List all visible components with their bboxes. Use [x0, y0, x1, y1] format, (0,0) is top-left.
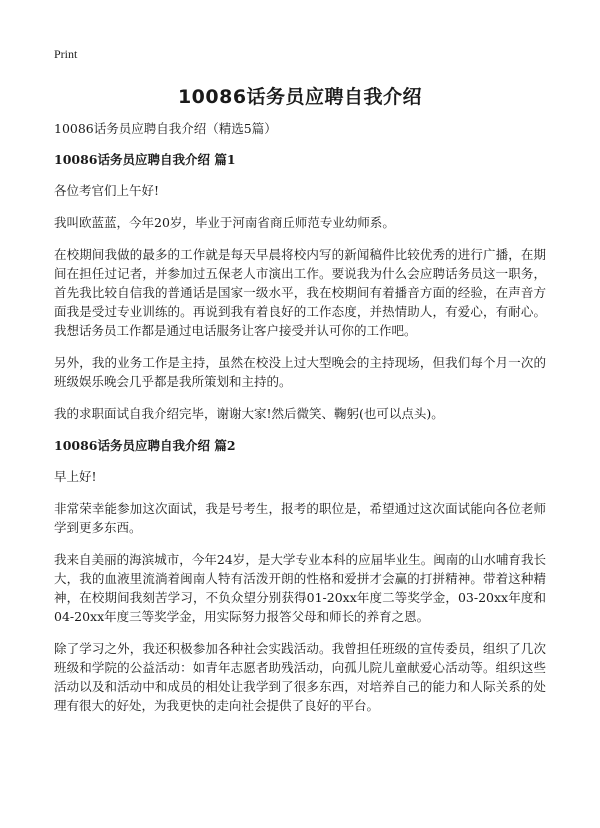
section-heading: 10086话务员应聘自我介绍 篇2 [54, 438, 236, 453]
page-title: 10086话务员应聘自我介绍 [177, 86, 423, 108]
document-subtitle: 10086话务员应聘自我介绍（精选5篇） [54, 121, 277, 136]
print-link[interactable]: Print [54, 47, 78, 61]
paragraph: 早上好! [54, 469, 97, 484]
paragraph: 各位考官们上午好! [54, 183, 160, 198]
paragraph: 我叫欧蓝蓝，今年20岁，毕业于河南省商丘师范专业幼师系。 [54, 215, 395, 230]
paragraph: 非常荣幸能参加这次面试，我是号考生，报考的职位是，希望通过这次面试能向各位老师学到更多东西。 [54, 501, 546, 535]
section-heading: 10086话务员应聘自我介绍 篇1 [54, 152, 236, 167]
paragraph: 除了学习之外，我还积极参加各种社会实践活动。我曾担任班级的宣传委员，组织了几次班级和学院的公益活动：如青年志愿者助残活动，向孤儿院儿童献爱心活动等。组织这些活动以及和活动中和成员的相处让我学到了很多东西，对培养自己的能力和人际关系的处理有很大的好处，为我更快的走向社会提供了良好的平台。 [54, 641, 546, 713]
paragraph: 另外，我的业务工作是主持，虽然在校没上过大型晚会的主持现场，但我们每个月一次的班级娱乐晚会几乎都是我所策划和主持的。 [54, 355, 546, 389]
document-body [54, 119, 546, 728]
paragraph: 在校期间我做的最多的工作就是每天早晨将校内写的新闻稿件比较优秀的进行广播，在期间在担任过记者，并参加过五保老人市演出工作。要说我为什么会应聘话务员这一职务，首先我比较自信我的普通话是国家一级水平，我在校期间有着播音方面的经验，在声音方面我是受过专业训练的。再说到我有着良好的工作态度，并热情助人，有爱心，有耐心。我想话务员工作都是通过电话服务让客户接受并认可你的工作吧。 [54, 247, 546, 338]
paragraph: 我的求职面试自我介绍完毕，谢谢大家!然后微笑、鞠躬(也可以点头)。 [54, 406, 444, 421]
paragraph: 我来自美丽的海滨城市，今年24岁，是大学专业本科的应届毕业生。闽南的山水哺育我长大，我的血液里流淌着闽南人特有活泼开朗的性格和爱拼才会赢的打拼精神。带着这种精神，在校期间我刻苦学习，不负众望分别获得01-20xx年度二等奖学金，03-20xx年度和04-20xx年度三等奖学金，用实际努力报答父母和师长的养育之恩。 [54, 552, 546, 624]
